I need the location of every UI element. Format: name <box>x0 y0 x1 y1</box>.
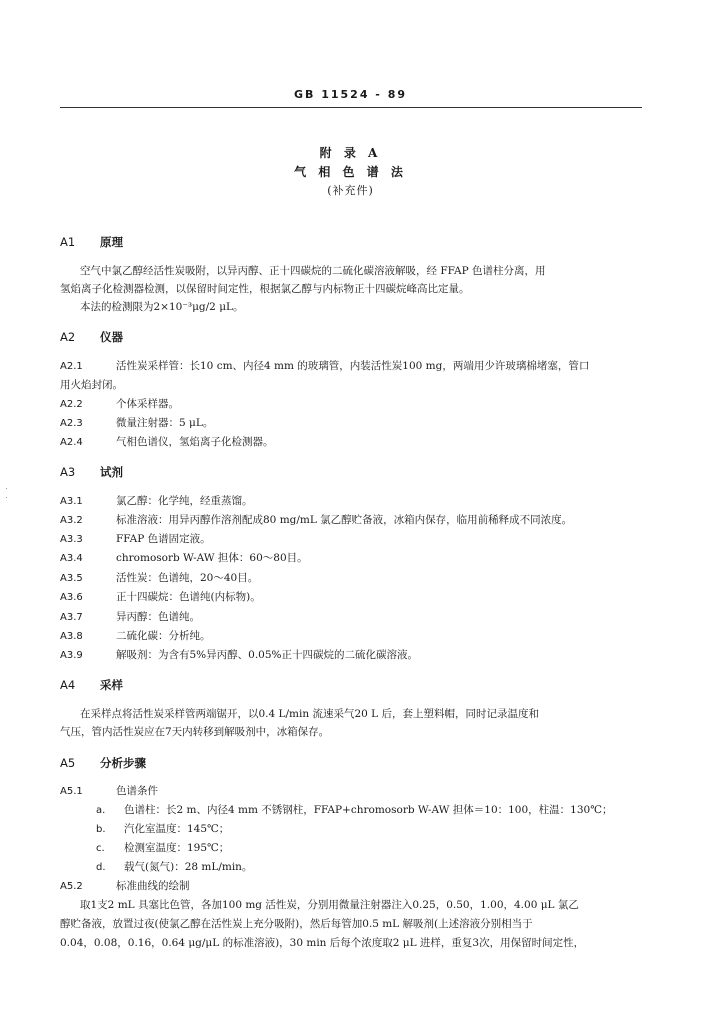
section-a5-heading <box>60 755 146 771</box>
supplement-note: (补充件) <box>327 184 374 197</box>
section-number: A4 <box>60 678 76 692</box>
item-number: A2.1 <box>60 361 83 372</box>
item-letter: c. <box>96 843 105 854</box>
annex-title: 附 录 A <box>319 146 382 160</box>
item-text: 汽化室温度：145℃； <box>124 823 230 835</box>
item-number: A5.1 <box>60 786 83 797</box>
item-text: 异丙醇：色谱纯。 <box>116 611 200 623</box>
item-text: 标准曲线的绘制 <box>116 880 190 892</box>
item-text: 标准溶液：用异丙醇作溶剂配成80 mg/mL 氯乙醇贮备液，冰箱内保存，临用前稀释成不同浓度。 <box>116 514 573 526</box>
paragraph-line: 取1支2 mL 具塞比色管，各加100 mg 活性炭，分别用微量注射器注入0.25，0.50，1.00，4.00 μL 氯乙 <box>80 899 579 911</box>
list-item <box>96 802 612 817</box>
section-title: 试剂 <box>100 465 123 479</box>
item-number: A3.5 <box>60 573 83 584</box>
item-text: 二硫化碳：分析纯。 <box>116 630 211 642</box>
section-number: A1 <box>60 235 76 249</box>
list-item <box>96 840 229 855</box>
section-number: A3 <box>60 465 76 479</box>
item-text: 个体采样器。 <box>116 398 179 410</box>
item-number: A3.1 <box>60 496 83 507</box>
list-item <box>96 821 229 836</box>
item-text: 气相色谱仪，氢焰离子化检测器。 <box>116 436 274 448</box>
item-number: A2.2 <box>60 399 83 410</box>
scan-speck <box>6 488 7 489</box>
list-item <box>60 415 213 430</box>
item-text: 解吸剂：为含有5%异丙醇、0.05%正十四碳烷的二硫化碳溶液。 <box>116 649 419 661</box>
section-a4-heading <box>60 677 123 693</box>
paragraph-line: 0.04，0.08，0.16，0.64 μg/μL 的标准溶液)，30 min 后每个浓度取2 μL 进样，重复3次，用保留时间定性， <box>60 937 585 949</box>
section-a1-heading <box>60 234 123 250</box>
paragraph-line: 本法的检测限为2×10⁻³μg/2 μL。 <box>80 301 244 313</box>
item-text: 检测室温度：195℃； <box>124 842 230 854</box>
list-item <box>60 493 253 508</box>
subsection-heading <box>60 878 190 893</box>
paragraph-line: 氢焰离子化检测器检测，以保留时间定性，根据氯乙醇与内标物正十四碳烷峰高比定量。 <box>60 283 470 295</box>
paragraph-line: 气压，管内活性炭应在7天内转移到解吸剂中，冰箱保存。 <box>60 726 330 738</box>
item-text: 正十四碳烷：色谱纯(内标物)。 <box>116 591 261 603</box>
item-number: A3.3 <box>60 534 83 545</box>
item-number: A3.9 <box>60 650 83 661</box>
item-text: 载气(氮气)：28 mL/min。 <box>124 861 253 873</box>
section-number: A5 <box>60 756 76 770</box>
method-title: 气 相 色 谱 法 <box>294 165 407 179</box>
section-number: A2 <box>60 330 76 344</box>
list-item <box>60 358 589 373</box>
item-number: A3.8 <box>60 631 83 642</box>
scan-speck <box>6 497 7 498</box>
item-number: A3.2 <box>60 515 83 526</box>
list-item <box>60 396 179 411</box>
header-rule <box>60 107 642 108</box>
section-title: 分析步骤 <box>100 756 146 770</box>
list-item <box>96 859 252 874</box>
item-letter: b. <box>96 824 106 835</box>
section-a2-heading <box>60 329 123 345</box>
list-item <box>60 570 258 585</box>
item-letter: d. <box>96 862 106 873</box>
item-text: FFAP 色谱固定液。 <box>116 533 211 545</box>
list-item <box>60 550 308 565</box>
item-number: A2.4 <box>60 437 83 448</box>
list-item <box>60 609 200 624</box>
list-item <box>60 589 261 604</box>
list-item <box>60 434 274 449</box>
list-item <box>60 647 418 662</box>
item-number: A5.2 <box>60 881 83 892</box>
paragraph-line: 空气中氯乙醇经活性炭吸附，以异丙醇、正十四碳烷的二硫化碳溶液解吸，经 FFAP 色谱柱分离，用 <box>80 265 546 277</box>
section-title: 采样 <box>100 678 123 692</box>
section-title: 原理 <box>100 235 123 249</box>
section-a3-heading <box>60 464 123 480</box>
list-item <box>60 531 211 546</box>
item-text: chromosorb W-AW 担体：60～80目。 <box>116 552 308 564</box>
item-text: 活性炭采样管：长10 cm、内径4 mm 的玻璃管，内装活性炭100 mg，两端用少许玻璃棉堵塞，管口 <box>116 360 590 372</box>
list-item <box>60 512 572 527</box>
item-number: A3.7 <box>60 612 83 623</box>
paragraph-line: 醇贮备液，放置过夜(使氯乙醇在活性炭上充分吸附)，然后每管加0.5 mL 解吸剂(上述溶液分别相当于 <box>60 918 533 930</box>
item-text: 微量注射器：5 μL。 <box>116 417 214 429</box>
item-letter: a. <box>96 805 106 816</box>
standard-code-header: GB 11524 - 89 <box>293 88 408 101</box>
item-text: 氯乙醇：化学纯，经重蒸馏。 <box>116 495 253 507</box>
item-text: 色谱条件 <box>116 785 158 797</box>
section-title: 仪器 <box>100 330 123 344</box>
item-number: A3.6 <box>60 592 83 603</box>
paragraph-line: 在采样点将活性炭采样管两端锯开，以0.4 L/min 流速采气20 L 后，套上塑料帽，同时记录温度和 <box>80 708 539 720</box>
list-item <box>60 628 211 643</box>
item-text: 色谱柱：长2 m、内径4 mm 不锈钢柱，FFAP+chromosorb W-AW 担体＝10：100，柱温：130℃； <box>124 804 613 816</box>
paragraph-line: 用火焰封闭。 <box>60 379 123 391</box>
item-text: 活性炭：色谱纯，20～40目。 <box>116 572 259 584</box>
item-number: A3.4 <box>60 553 83 564</box>
item-number: A2.3 <box>60 418 83 429</box>
subsection-heading <box>60 783 158 798</box>
